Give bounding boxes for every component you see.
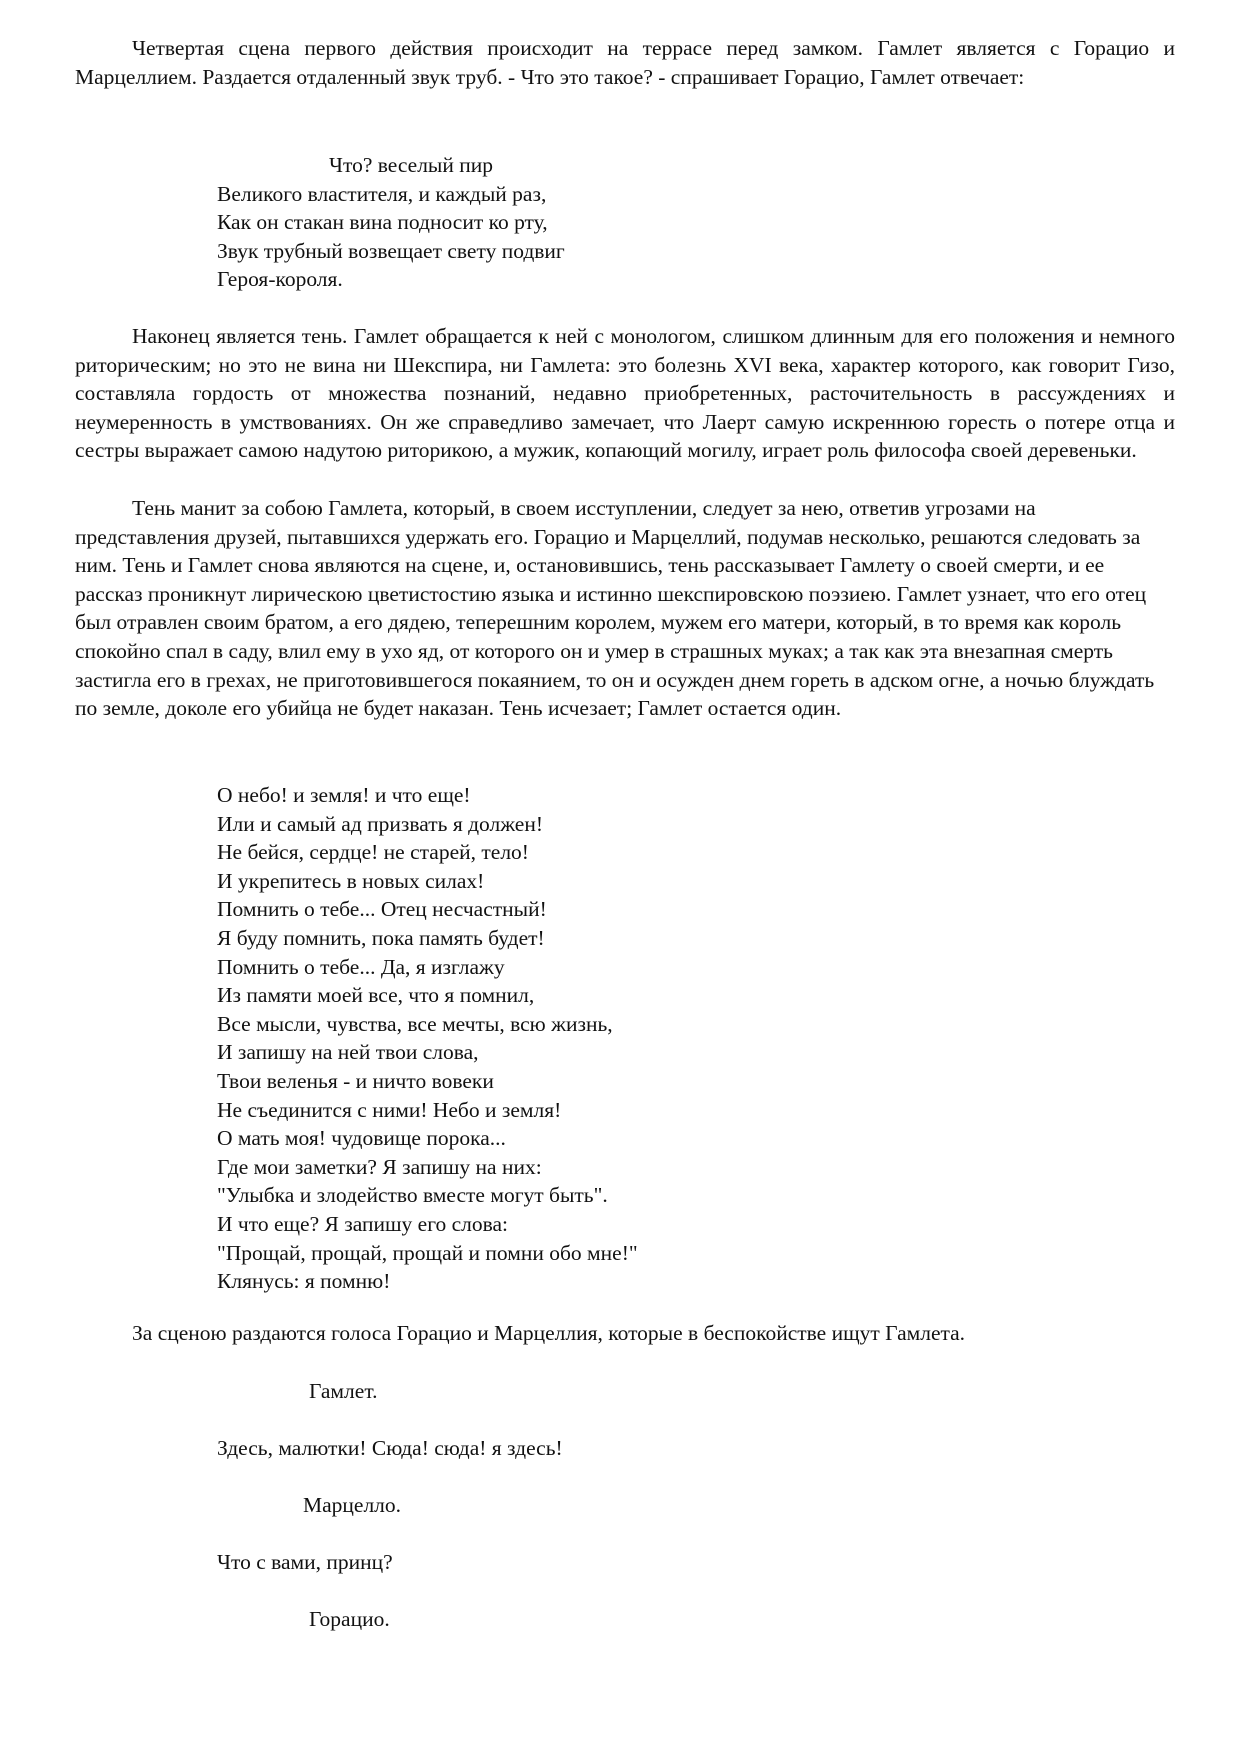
verse-block-feast <box>217 151 917 294</box>
verse-line: И укрепитесь в новых силах! <box>217 868 485 893</box>
speaker-marcello: Марцелло. <box>303 1493 402 1517</box>
verse-line: "Улыбка и злодейство вместе могут быть". <box>217 1183 608 1208</box>
verse-line: И что еще? Я запишу его слова: <box>217 1211 509 1236</box>
verse-line: Не бейся, сердце! не старей, тело! <box>217 840 529 865</box>
speaker-hamlet: Гамлет. <box>309 1379 378 1403</box>
verse-line: Что? веселый пир <box>329 153 494 177</box>
dialogue-line-hamlet: Здесь, малютки! Сюда! сюда! я здесь! <box>217 1436 563 1460</box>
paragraph-offstage-voices: За сценою раздаются голоса Горацио и Марцеллия, которые в беспокойстве ищут Гамлета. <box>132 1321 966 1345</box>
verse-block-monologue <box>217 781 917 1296</box>
paragraph-scene-intro: Четвертая сцена первого действия происходит на террасе перед замком. Гамлет является с Горацио и Марцеллием. Раздается отдаленный звук труб. - Что это такое? - спрашивает Горацио, Гамлет отвечает: <box>75 36 1175 89</box>
verse-line: Где мои заметки? Я запишу на них: <box>217 1154 542 1179</box>
speaker-horatio: Горацио. <box>309 1607 390 1631</box>
paragraph-ghost-story: Тень манит за собою Гамлета, который, в своем исступлении, следует за нею, ответив угрозами на представления друзей, пытавшихся удержать его. Горацио и Марцеллий, подумав несколько, решаются следовать за ним. Тень и Гамлет снова являются на сцене, и, остановившись, тень рассказывает Гамлету о своей смерти, и ее рассказ проникнут лирическою цветистостию языка и истинно шекспировскою поэзиею. Гамлет узнает, что его отец был отравлен своим братом, а его дядею, теперешним королем, мужем его матери, который, в то время как король спокойно спал в саду, влил ему в ухо яд, от которого он и умер в страшных муках; а так как эта внезапная смерть застигла его в грехах, не приготовившегося покаянием, то он и осужден днем гореть в адском огне, а ночью блуждать по земле, доколе его убийца не будет наказан. Тень исчезает; Гамлет остается один. <box>75 496 1155 721</box>
verse-line: И запишу на ней твои слова, <box>217 1040 479 1065</box>
verse-line: Звук трубный возвещает свету подвиг <box>217 238 565 263</box>
verse-line: Или и самый ад призвать я должен! <box>217 811 544 836</box>
verse-line: Великого властителя, и каждый раз, <box>217 181 547 206</box>
verse-line: Героя-короля. <box>217 267 343 292</box>
dialogue-line-marcello: Что с вами, принц? <box>217 1550 393 1574</box>
verse-line: Клянусь: я помню! <box>217 1269 391 1294</box>
verse-line: Твои веленья - и ничто вовеки <box>217 1068 494 1093</box>
verse-line: О небо! и земля! и что еще! <box>217 783 471 807</box>
verse-line: Все мысли, чувства, все мечты, всю жизнь, <box>217 1011 613 1036</box>
verse-line: Я буду помнить, пока память будет! <box>217 925 545 950</box>
verse-line: Помнить о тебе... Отец несчастный! <box>217 897 547 922</box>
verse-line: Из памяти моей все, что я помнил, <box>217 983 535 1008</box>
verse-line: Как он стакан вина подносит ко рту, <box>217 210 548 235</box>
verse-line: Помнить о тебе... Да, я изглажу <box>217 954 505 979</box>
paragraph-ghost-appears: Наконец является тень. Гамлет обращается к ней с монологом, слишком длинным для его положения и немного риторическим; но это не вина ни Шекспира, ни Гамлета: это болезнь XVI века, характер которого, как говорит Гизо, составляла гордость от множества познаний, недавно приобретенных, расточительность в рассуждениях и неумеренность в умствованиях. Он же справедливо замечает, что Лаерт самую искреннюю горесть о потере отца и сестры выражает самою надутою риторикою, а мужик, копающий могилу, играет роль философа своей деревеньки. <box>75 324 1175 463</box>
verse-line: О мать моя! чудовище порока... <box>217 1126 506 1151</box>
verse-line: Не съединится с ними! Небо и земля! <box>217 1097 562 1122</box>
verse-line: "Прощай, прощай, прощай и помни обо мне!" <box>217 1240 638 1265</box>
